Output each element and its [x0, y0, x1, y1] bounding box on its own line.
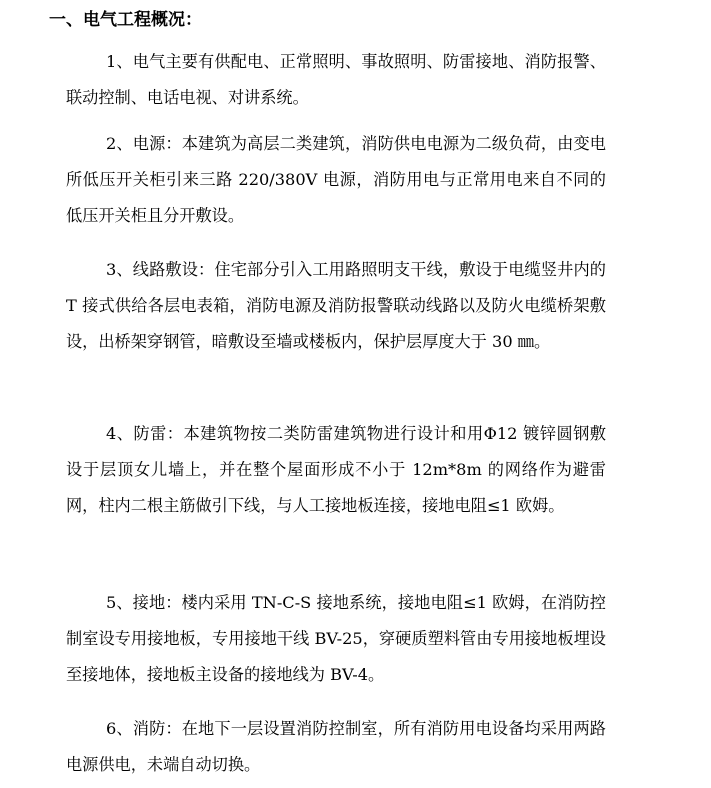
section-heading: 一、电气工程概况： [49, 10, 202, 30]
paragraph-fire-protection: 6、消防：在地下一层设置消防控制室，所有消防用电设备均采用两路电源供电，未端自动切换。 [66, 719, 606, 774]
paragraph-lightning-protection: 4、防雷：本建筑物按二类防雷建筑物进行设计和用Φ12 镀锌圆钢敷设于层顶女儿墙上，并在整个屋面形成不小于 12m*8m 的网络作为避雷网，柱内二根主筋做引下线，与人工接地板连接，接地电阻≤1 欧姆。 [66, 424, 606, 515]
paragraph-overview: 1、电气主要有供配电、正常照明、事故照明、防雷接地、消防报警、联动控制、电话电视、对讲系统。 [66, 52, 606, 107]
paragraph-grounding: 5、接地：楼内采用 TN-C-S 接地系统，接地电阻≤1 欧姆，在消防控制室设专用接地板，专用接地干线 BV-25，穿硬质塑料管由专用接地板埋设至接地体，接地板主设备的接地线为 BV-4。 [66, 593, 606, 684]
paragraph-wiring: 3、线路敷设：住宅部分引入工用路照明支干线，敷设于电缆竖井内的 T 接式供给各层电表箱，消防电源及消防报警联动线路以及防火电缆桥架敷设，出桥架穿钢管，暗敷设至墙或楼板内，保护层厚度大于 30 ㎜。 [66, 260, 606, 351]
paragraph-power-source: 2、电源：本建筑为高层二类建筑，消防供电电源为二级负荷，由变电所低压开关柜引来三路 220/380V 电源，消防用电与正常用电来自不同的低压开关柜且分开敷设。 [66, 134, 606, 225]
